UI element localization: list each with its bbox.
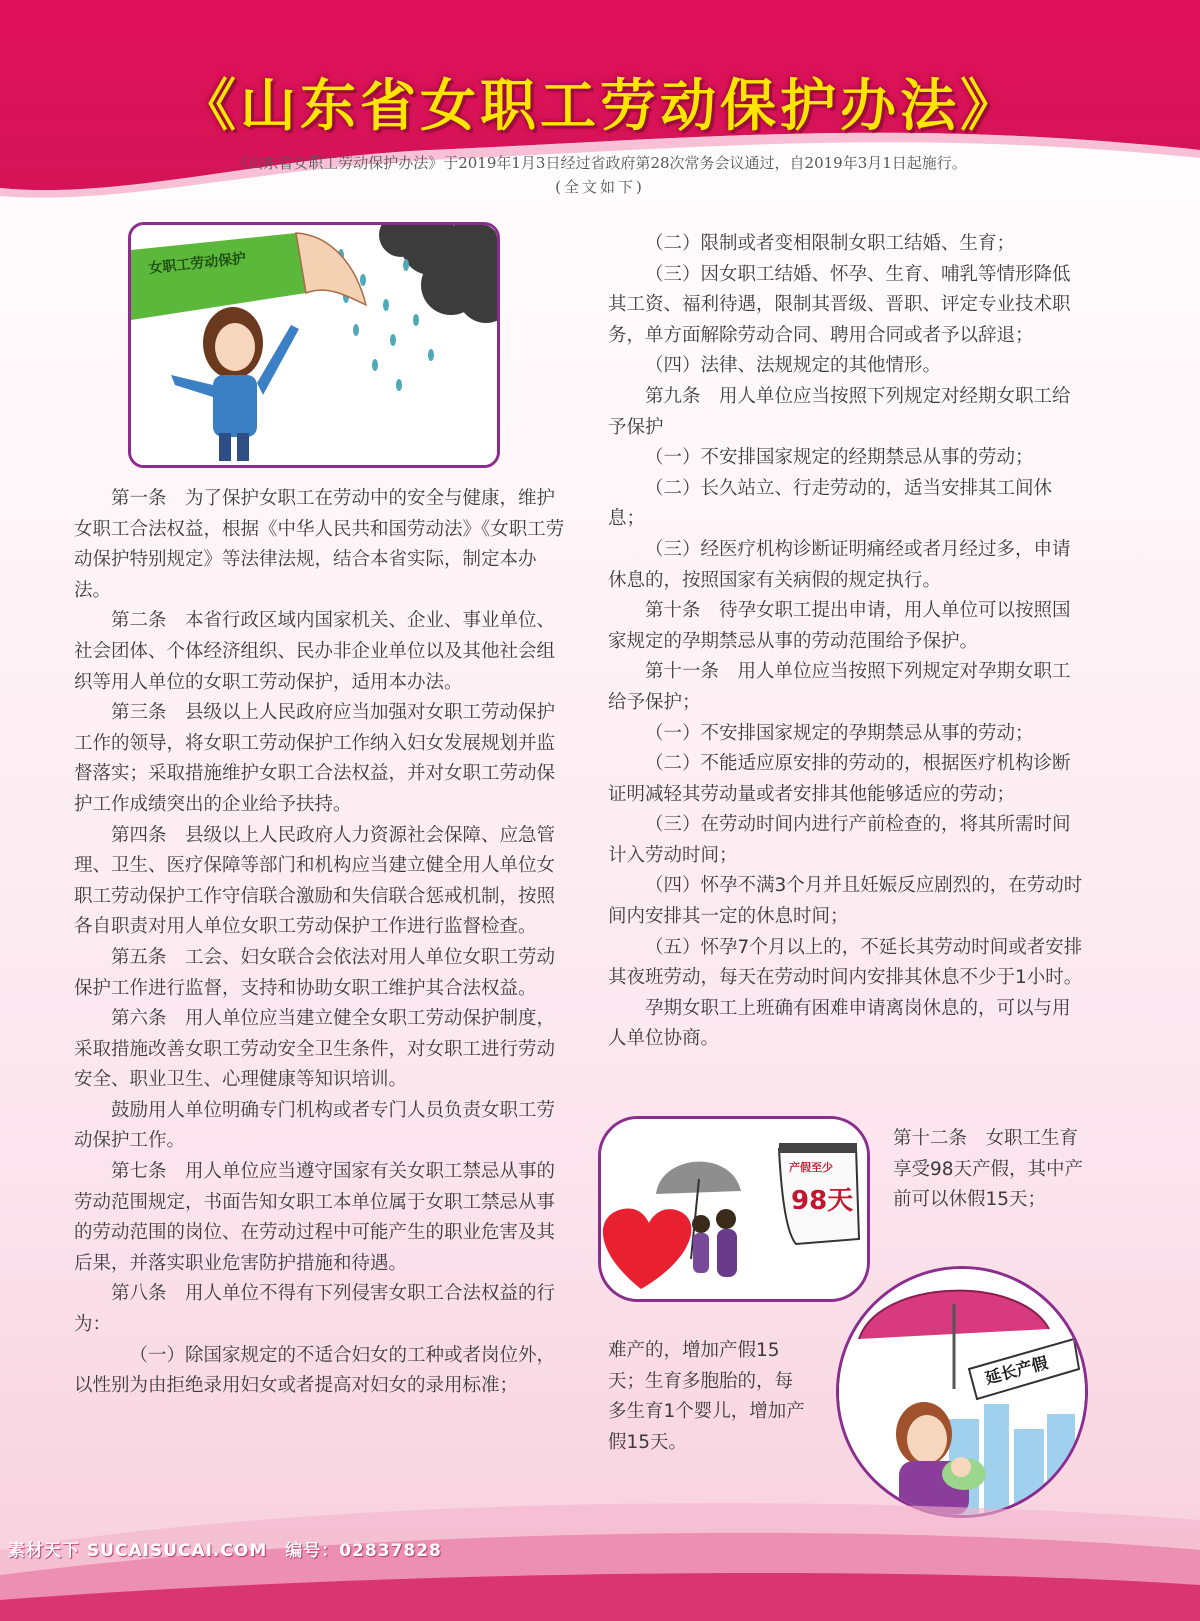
article-7: 第七条 用人单位应当遵守国家有关女职工禁忌从事的劳动范围规定，书面告知女职工本单位属于女职工禁忌从事的劳动范围的岗位、在劳动过程中可能产生的职业危害及其后果，并落实职业危害防护措施和待遇。 bbox=[74, 1161, 556, 1274]
article-3: 第三条 县级以上人民政府应当加强对女职工劳动保护工作的领导，将女职工劳动保护工作纳入妇女发展规划并监督落实；采取措施维护女职工合法权益，并对女职工劳动保护工作成绩突出的企业给予扶持。 bbox=[74, 702, 556, 815]
article-2: 第二条 本省行政区域内国家机关、企业、事业单位、社会团体、个体经济组织、民办非企业单位以及其他社会组织等用人单位的女职工劳动保护，适用本办法。 bbox=[74, 610, 556, 693]
article-11-item-1: （一）不安排国家规定的孕期禁忌从事的劳动； bbox=[645, 722, 1034, 744]
article-8-item-1: （一）除国家规定的不适合妇女的工种或者岗位外，以性别为由拒绝录用妇女或者提高对妇女的录用标准； bbox=[74, 1344, 556, 1397]
article-10: 第十条 待孕女职工提出申请，用人单位可以按照国家规定的孕期禁忌从事的劳动范围给予保护。 bbox=[608, 600, 1071, 652]
page-title: 《山东省女职工劳动保护办法》 bbox=[180, 74, 1020, 139]
illustration-protection-hand bbox=[128, 222, 500, 468]
article-8-item-2: （二）限制或者变相限制女职工结婚、生育； bbox=[645, 233, 1016, 254]
illustration-maternity-calendar bbox=[598, 1116, 870, 1302]
calendar-top-text: 产假至少 bbox=[789, 1161, 833, 1174]
full-text-note: (全文如下) bbox=[555, 178, 645, 196]
article-11-item-4: （四）怀孕不满3个月并且妊娠反应剧烈的，在劳动时间内安排其一定的休息时间； bbox=[608, 875, 1083, 928]
article-4: 第四条 县级以上人民政府人力资源社会保障、应急管理、卫生、医疗保障等部门和机构应当建立健全用人单位女职工劳动保护工作守信联合激励和失信联合惩戒机制，按照各自职责对用人单位女职工劳动保护工作进行监督检查。 bbox=[74, 824, 556, 938]
banner-text: 女职工劳动保护 bbox=[147, 250, 247, 277]
extend-leave-label: 延长产假 bbox=[983, 1352, 1050, 1388]
article-8-item-3: （三）因女职工结婚、怀孕、生育、哺乳等情形降低其工资、福利待遇，限制其晋级、晋职、评定专业技术职务，单方面解除劳动合同、聘用合同或者予以辞退； bbox=[608, 263, 1071, 346]
article-9-item-1: （一）不安排国家规定的经期禁忌从事的劳动； bbox=[645, 447, 1034, 469]
article-9: 第九条 用人单位应当按照下列规定对经期女职工给予保护 bbox=[608, 385, 1071, 438]
article-6: 第六条 用人单位应当建立健全女职工劳动保护制度，采取措施改善女职工劳动安全卫生条件，对女职工进行劳动安全、职业卫生、心理健康等知识培训。 bbox=[74, 1008, 556, 1091]
calendar-days-text: 98天 bbox=[791, 1186, 854, 1216]
article-8: 第八条 用人单位不得有下列侵害女职工合法权益的行为： bbox=[74, 1283, 556, 1336]
article-9-item-3: （三）经医疗机构诊断证明痛经或者月经过多，申请休息的，按照国家有关病假的规定执行。 bbox=[608, 538, 1071, 591]
right-text-column bbox=[608, 229, 1088, 1055]
article-5: 第五条 工会、妇女联合会依法对用人单位女职工劳动保护工作进行监督，支持和协助女职工维护其合法权益。 bbox=[74, 946, 556, 999]
watermark-text: 素材天下 SUCAISUCAI.COM 编号：02837828 bbox=[8, 1541, 442, 1561]
article-12-part1: 第十二条 女职工生育享受98天产假，其中产前可以休假15天； bbox=[893, 1128, 1084, 1211]
article-11-item-2: （二）不能适应原安排的劳动的，根据医疗机构诊断证明减轻其劳动量或者安排其他能够适应的劳动； bbox=[608, 753, 1071, 805]
article-11-item-5: （五）怀孕7个月以上的，不延长其劳动时间或者安排其夜班劳动，每天在劳动时间内安排其休息不少于1小时。 bbox=[608, 936, 1083, 989]
article-9-item-2: （二）长久站立、行走劳动的，适当安排其工间休息； bbox=[608, 477, 1053, 530]
calendar-icon bbox=[779, 1143, 859, 1244]
article-11-consult: 孕期女职工上班确有困难申请离岗休息的，可以与用人单位协商。 bbox=[608, 997, 1071, 1050]
article-11-item-3: （三）在劳动时间内进行产前检查的，将其所需时间计入劳动时间； bbox=[608, 814, 1071, 866]
article-6-encourage: 鼓励用人单位明确专门机构或者专门人员负责女职工劳动保护工作。 bbox=[74, 1099, 556, 1152]
article-1: 第一条 为了保护女职工在劳动中的安全与健康，维护女职工合法权益，根据《中华人民共和国劳动法》《女职工劳动保护特别规定》等法律法规，结合本省实际，制定本办法。 bbox=[74, 488, 565, 601]
page-subtitle: 《山东省女职工劳动保护办法》于2019年1月3日经过省政府第28次常务会议通过，自2019年3月1日起施行。 bbox=[233, 154, 967, 172]
article-11: 第十一条 用人单位应当按照下列规定对孕期女职工给予保护； bbox=[608, 661, 1071, 713]
article-12-part2: 难产的，增加产假15天；生育多胞胎的，每多生育1个婴儿，增加产假15天。 bbox=[608, 1340, 805, 1453]
left-text-column bbox=[74, 484, 572, 1402]
article-8-item-4: （四）法律、法规规定的其他情形。 bbox=[645, 355, 942, 377]
